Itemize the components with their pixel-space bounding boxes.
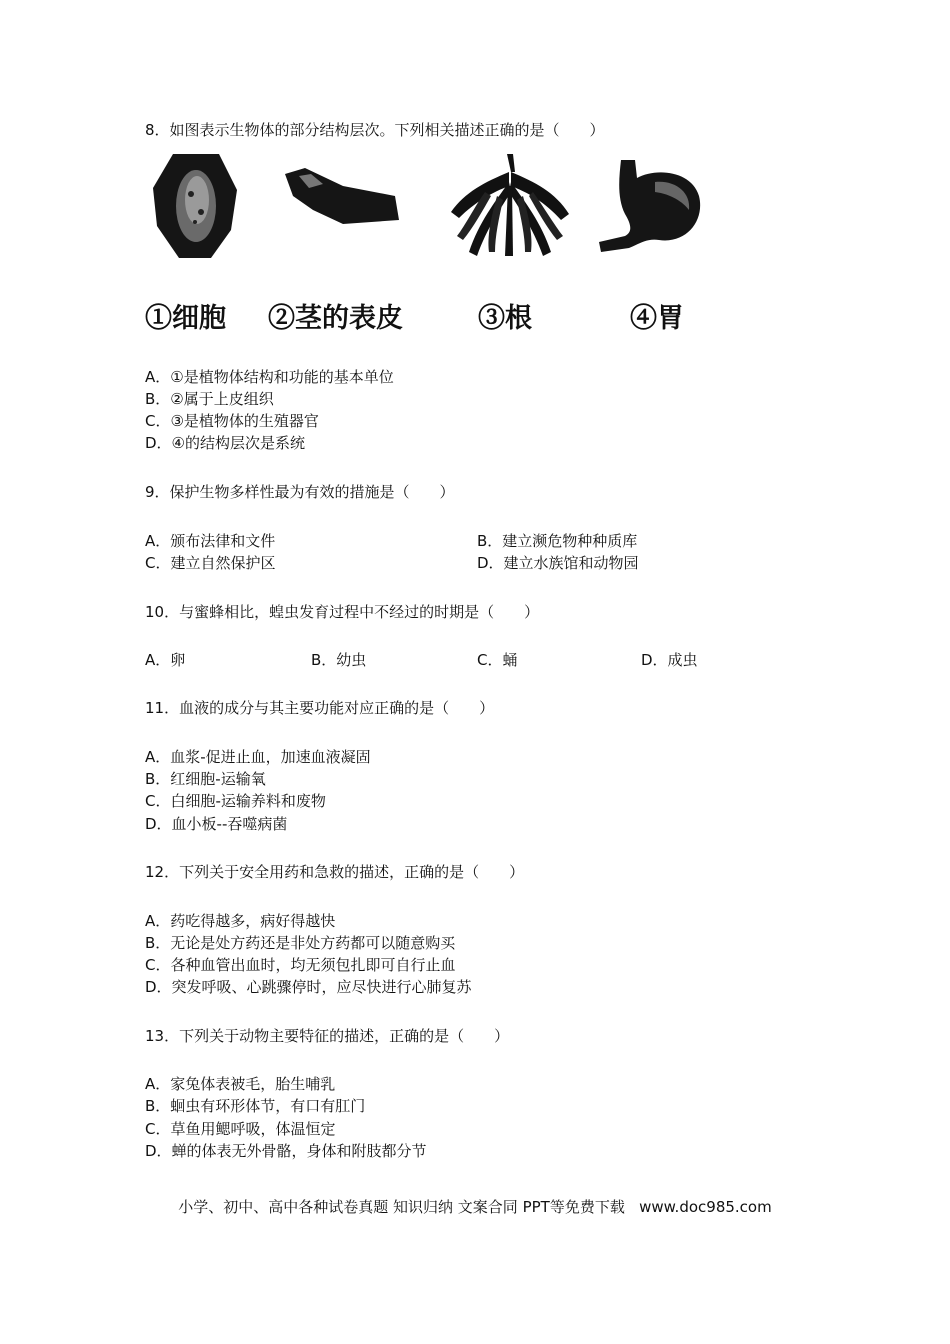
question-8-stem: 8．如图表示生物体的部分结构层次。下列相关描述正确的是（ ） xyxy=(145,121,605,139)
question-10-stem: 10．与蜜蜂相比，蝗虫发育过程中不经过的时期是（ ） xyxy=(145,603,540,621)
q8-option-a: A．①是植物体结构和功能的基本单位 xyxy=(145,368,394,386)
q11-option-c: C．白细胞-运输养料和废物 xyxy=(145,792,326,810)
question-9-stem: 9．保护生物多样性最为有效的措施是（ ） xyxy=(145,483,455,501)
q10-option-c: C．蛹 xyxy=(477,651,518,669)
figure-label-cell: ①细胞 xyxy=(145,303,226,334)
q8-option-b: B．②属于上皮组织 xyxy=(145,390,274,408)
structure-levels-figure xyxy=(145,148,715,338)
q13-option-b: B．蛔虫有环形体节，有口有肛门 xyxy=(145,1097,366,1115)
q11-option-b: B．红细胞-运输氧 xyxy=(145,770,266,788)
question-11-stem: 11．血液的成分与其主要功能对应正确的是（ ） xyxy=(145,699,495,717)
q12-option-c: C．各种血管出血时，均无须包扎即可自行止血 xyxy=(145,956,456,974)
question-12-stem: 12．下列关于安全用药和急救的描述，正确的是（ ） xyxy=(145,863,525,881)
q10-option-d: D．成虫 xyxy=(641,651,698,669)
stem-epidermis-image xyxy=(283,166,403,228)
q10-option-a: A．卵 xyxy=(145,651,186,669)
q11-option-d: D．血小板--吞噬病菌 xyxy=(145,815,288,833)
q9-option-c: C．建立自然保护区 xyxy=(145,554,276,572)
q8-option-c: C．③是植物体的生殖器官 xyxy=(145,412,319,430)
page-footer: 小学、初中、高中各种试卷真题 知识归纳 文案合同 PPT等免费下载 www.doc985.com xyxy=(178,1198,772,1216)
q9-option-b: B．建立濒危物种种质库 xyxy=(477,532,638,550)
question-13-stem: 13．下列关于动物主要特征的描述，正确的是（ ） xyxy=(145,1027,510,1045)
q10-option-b: B．幼虫 xyxy=(311,651,367,669)
q8-option-d: D．④的结构层次是系统 xyxy=(145,434,305,452)
root-image xyxy=(445,152,575,260)
q9-option-a: A．颁布法律和文件 xyxy=(145,532,276,550)
figure-label-stem-epidermis: ②茎的表皮 xyxy=(268,303,403,334)
figure-label-stomach: ④胃 xyxy=(630,303,684,334)
q13-option-a: A．家兔体表被毛，胎生哺乳 xyxy=(145,1075,336,1093)
cell-image xyxy=(151,150,241,262)
figure-label-root: ③根 xyxy=(478,303,532,334)
q12-option-a: A．药吃得越多，病好得越快 xyxy=(145,912,336,930)
q11-option-a: A．血浆-促进止血，加速血液凝固 xyxy=(145,748,371,766)
q12-option-d: D．突发呼吸、心跳骤停时，应尽快进行心肺复苏 xyxy=(145,978,472,996)
q13-option-d: D．蝉的体表无外骨骼，身体和附肢都分节 xyxy=(145,1142,427,1160)
q13-option-c: C．草鱼用鳃呼吸，体温恒定 xyxy=(145,1120,336,1138)
stomach-image xyxy=(595,158,705,258)
q12-option-b: B．无论是处方药还是非处方药都可以随意购买 xyxy=(145,934,456,952)
q9-option-d: D．建立水族馆和动物园 xyxy=(477,554,639,572)
